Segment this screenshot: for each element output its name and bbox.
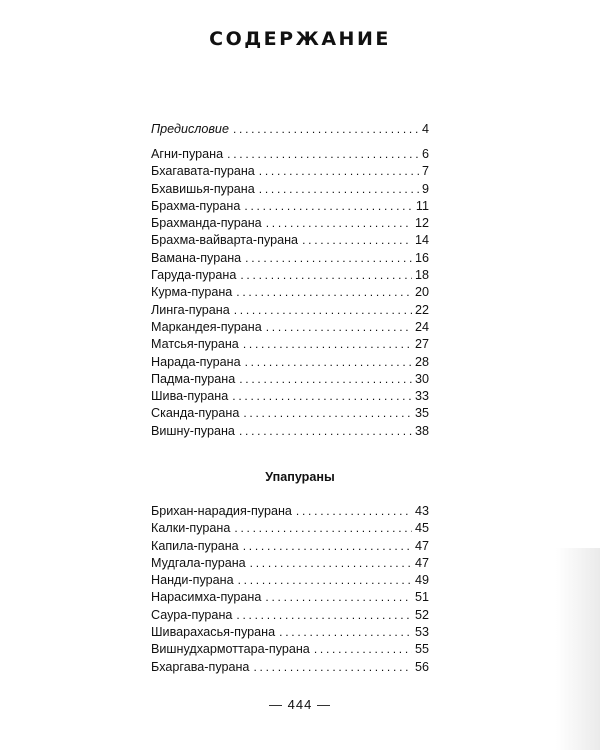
toc-entry-page: 33 xyxy=(414,389,429,404)
toc-entry-page: 51 xyxy=(414,590,429,605)
dot-leader xyxy=(266,319,412,336)
dot-leader xyxy=(233,121,419,138)
toc-entry[interactable] xyxy=(151,232,429,249)
toc-entry[interactable] xyxy=(151,163,429,180)
page-edge-shadow xyxy=(556,548,600,750)
toc-entry-title: Саура-пурана xyxy=(151,607,233,622)
dot-leader xyxy=(243,405,412,422)
dot-leader xyxy=(259,163,419,180)
toc-entry-page: 11 xyxy=(415,198,429,213)
toc-entry-page: 27 xyxy=(414,337,429,352)
dot-leader xyxy=(238,572,412,589)
toc-entry-title: Вишну-пурана xyxy=(151,423,235,438)
toc-entry-page: 55 xyxy=(414,642,429,657)
toc-entry-page: 52 xyxy=(414,607,429,622)
dot-leader xyxy=(239,423,412,440)
dot-leader xyxy=(296,503,412,520)
dot-leader xyxy=(243,336,412,353)
dot-leader xyxy=(245,354,412,371)
toc-entry-page: 7 xyxy=(421,164,429,179)
page-number: — 444 — xyxy=(269,697,331,712)
toc-entry[interactable] xyxy=(151,198,429,215)
dot-leader xyxy=(302,232,412,249)
toc-entry-title: Нарасимха-пурана xyxy=(151,590,262,605)
toc-entry[interactable] xyxy=(151,319,429,336)
toc-entry[interactable] xyxy=(151,215,429,232)
dot-leader xyxy=(232,388,412,405)
toc-entry-title: Мудгала-пурана xyxy=(151,555,246,570)
toc-entry-title: Матсья-пурана xyxy=(151,337,239,352)
toc-entry[interactable] xyxy=(151,284,429,301)
toc-puranas-list xyxy=(151,146,429,440)
dot-leader xyxy=(227,146,419,163)
dot-leader xyxy=(265,589,412,606)
dot-leader xyxy=(244,198,413,215)
dot-leader xyxy=(279,624,412,641)
dot-leader xyxy=(243,538,412,555)
toc-entry-title: Брахма-вайварта-пурана xyxy=(151,233,299,248)
toc-entry-title: Брихан-нарадия-пурана xyxy=(151,504,292,518)
toc-entry[interactable] xyxy=(151,503,429,520)
toc-entry-title: Маркандея-пурана xyxy=(151,319,262,334)
dot-leader xyxy=(253,659,412,676)
toc-entry[interactable] xyxy=(151,607,429,624)
toc-entry-page: 16 xyxy=(414,250,429,265)
toc-entry-page: 49 xyxy=(414,573,429,588)
toc-entry[interactable] xyxy=(151,146,429,163)
toc-entry[interactable] xyxy=(151,336,429,353)
dot-leader xyxy=(240,267,412,284)
dot-leader xyxy=(245,250,412,267)
toc-entry[interactable] xyxy=(151,538,429,555)
toc-entry[interactable] xyxy=(151,388,429,405)
toc-entry-page: 56 xyxy=(414,659,429,674)
toc-entry-page: 22 xyxy=(414,302,429,317)
toc-entry[interactable] xyxy=(151,589,429,606)
toc-entry-title: Калки-пурана xyxy=(151,521,231,536)
toc-entry-page: 9 xyxy=(421,181,429,196)
toc-entry[interactable] xyxy=(151,250,429,267)
toc-entry-page: 53 xyxy=(414,625,429,640)
toc-upapuranas-list xyxy=(151,503,429,676)
toc-entry-title: Курма-пурана xyxy=(151,285,233,300)
toc-entry-page: 35 xyxy=(414,406,429,421)
page-title: СОДЕРЖАНИЕ xyxy=(209,28,391,50)
toc-entry-title: Брахманда-пурана xyxy=(151,216,262,231)
dot-leader xyxy=(234,302,412,319)
toc-entry[interactable] xyxy=(151,624,429,641)
toc-entry[interactable] xyxy=(151,520,429,537)
section-heading-upapuranas: Упапураны xyxy=(265,470,335,484)
toc-entry[interactable] xyxy=(151,423,429,440)
toc-entry[interactable] xyxy=(151,181,429,198)
toc-entry-title: Нанди-пурана xyxy=(151,573,234,588)
toc-entry-preface[interactable] xyxy=(151,121,429,138)
toc-entry-title: Предисловие xyxy=(151,122,229,136)
toc-entry-title: Вамана-пурана xyxy=(151,250,242,265)
toc-entry-title: Капила-пурана xyxy=(151,538,239,553)
toc-entry-page: 45 xyxy=(414,521,429,536)
dot-leader xyxy=(250,555,412,572)
toc-entry-title: Гаруда-пурана xyxy=(151,268,237,283)
toc-entry-page: 18 xyxy=(414,268,429,283)
toc-entry[interactable] xyxy=(151,641,429,658)
toc-entry-page: 43 xyxy=(414,504,429,518)
toc-preface-block xyxy=(151,121,429,138)
toc-entry-title: Линга-пурана xyxy=(151,302,230,317)
toc-entry[interactable] xyxy=(151,572,429,589)
toc-entry-title: Нарада-пурана xyxy=(151,354,241,369)
toc-entry-title: Бхавишья-пурана xyxy=(151,181,255,196)
toc-entry-title: Вишнудхармоттара-пурана xyxy=(151,642,310,657)
toc-entry-page: 20 xyxy=(414,285,429,300)
toc-entry[interactable] xyxy=(151,405,429,422)
toc-entry[interactable] xyxy=(151,371,429,388)
toc-entry-title: Брахма-пурана xyxy=(151,198,241,213)
dot-leader xyxy=(314,641,412,658)
dot-leader xyxy=(234,520,412,537)
toc-entry-page: 12 xyxy=(414,216,429,231)
toc-entry[interactable] xyxy=(151,555,429,572)
toc-entry-page: 47 xyxy=(414,555,429,570)
toc-entry-page: 14 xyxy=(414,233,429,248)
toc-entry-title: Бхагавата-пурана xyxy=(151,164,255,179)
dot-leader xyxy=(259,181,419,198)
toc-entry[interactable] xyxy=(151,267,429,284)
toc-entry-title: Сканда-пурана xyxy=(151,406,240,421)
toc-entry-page: 24 xyxy=(414,319,429,334)
toc-entry[interactable] xyxy=(151,354,429,371)
toc-entry-title: Шиварахасья-пурана xyxy=(151,625,276,640)
toc-entry-title: Шива-пурана xyxy=(151,389,229,404)
toc-entry[interactable] xyxy=(151,302,429,319)
toc-entry-title: Падма-пурана xyxy=(151,371,236,386)
toc-entry-page: 4 xyxy=(421,122,429,136)
toc-entry-title: Бхаргава-пурана xyxy=(151,659,250,674)
toc-entry-page: 6 xyxy=(421,147,429,161)
toc-entry[interactable] xyxy=(151,659,429,676)
toc-entry-page: 38 xyxy=(414,423,429,438)
dot-leader xyxy=(266,215,412,232)
toc-entry-title: Агни-пурана xyxy=(151,147,224,161)
toc-entry-page: 47 xyxy=(414,538,429,553)
toc-entry-page: 30 xyxy=(414,371,429,386)
toc-entry-page: 28 xyxy=(414,354,429,369)
dot-leader xyxy=(239,371,412,388)
dot-leader xyxy=(236,607,412,624)
dot-leader xyxy=(236,284,412,301)
